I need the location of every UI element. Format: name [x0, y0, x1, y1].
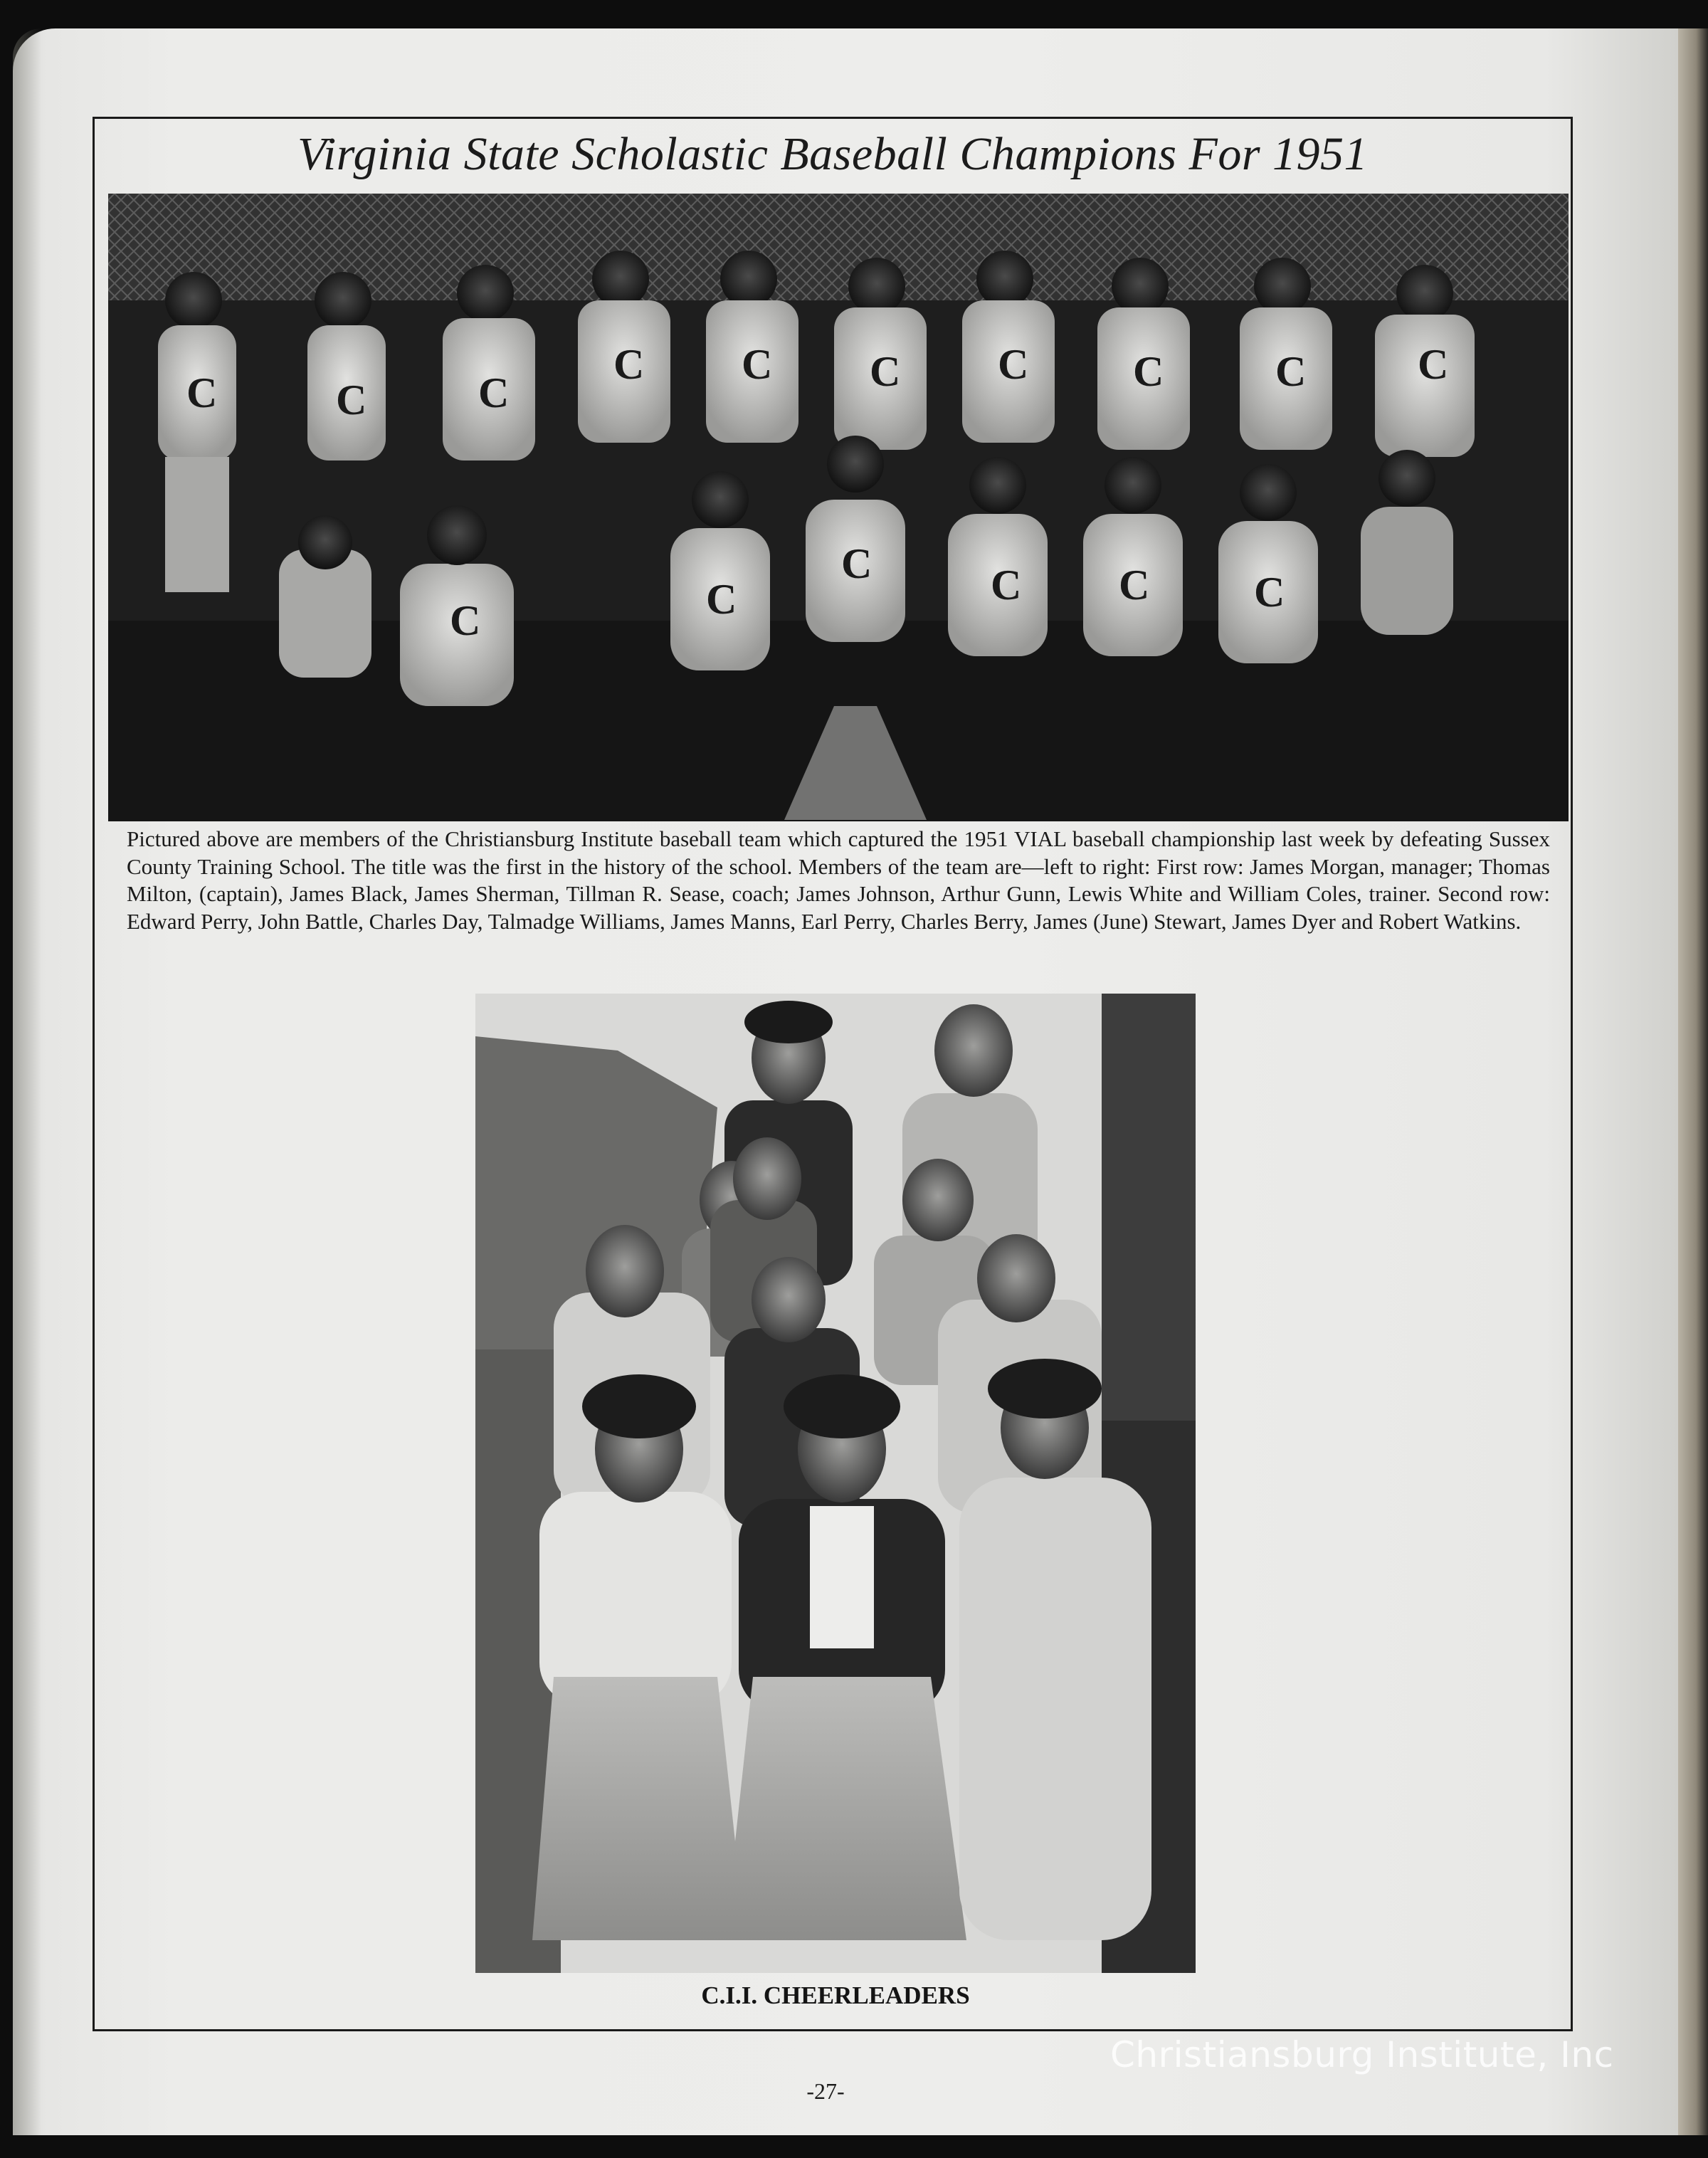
svg-text:C: C — [706, 576, 737, 623]
baseball-photo-caption: Pictured above are members of the Christiansburg Institute baseball team which captured the 1951 VIAL baseball championship last week by defeating Sussex County Training School. The title was the first in the history of the school. Members of the team are—left to right: First row: James Morgan, manager; Thomas Milton, (captain), James Black, James Sherman, Tillman R. Sease, coach; James Johnson, Arthur Gunn, Lewis White and William Coles, trainer. Second row: Edward Perry, John Battle, Charles Day, Talmadge Williams, James Manns, Earl Perry, Charles Berry, James (June) Stewart, James Dyer and Robert Watkins. — [127, 826, 1550, 934]
svg-text:C: C — [841, 540, 873, 587]
baseball-team-image — [108, 194, 1569, 821]
page-title: Virginia State Scholastic Baseball Champions For 1951 — [297, 128, 1369, 180]
page-number: -27- — [806, 2078, 845, 2104]
svg-text:C: C — [186, 369, 218, 416]
front-row — [532, 1359, 1151, 1940]
cheerleaders-caption: C.I.I. CHEERLEADERS — [701, 1981, 970, 2009]
svg-text:C: C — [1275, 348, 1307, 395]
svg-text:C: C — [991, 562, 1022, 609]
spine-shadow — [13, 28, 41, 2135]
svg-text:C: C — [1133, 348, 1164, 395]
svg-text:C: C — [998, 341, 1029, 388]
cheerleaders-image — [475, 994, 1196, 1973]
svg-text:C: C — [742, 341, 773, 388]
svg-text:C: C — [1119, 562, 1150, 609]
baseball-team-photo — [108, 194, 1569, 821]
svg-text:C: C — [450, 597, 481, 644]
svg-text:C: C — [336, 377, 367, 423]
svg-text:C: C — [1418, 341, 1449, 388]
watermark: Christiansburg Institute, Inc — [1110, 2034, 1614, 2075]
cheerleaders-photo — [475, 994, 1196, 1973]
svg-text:C: C — [870, 348, 901, 395]
svg-text:C: C — [613, 341, 645, 388]
svg-text:C: C — [1254, 569, 1285, 616]
svg-text:C: C — [478, 369, 510, 416]
page-edge — [1678, 28, 1708, 2135]
